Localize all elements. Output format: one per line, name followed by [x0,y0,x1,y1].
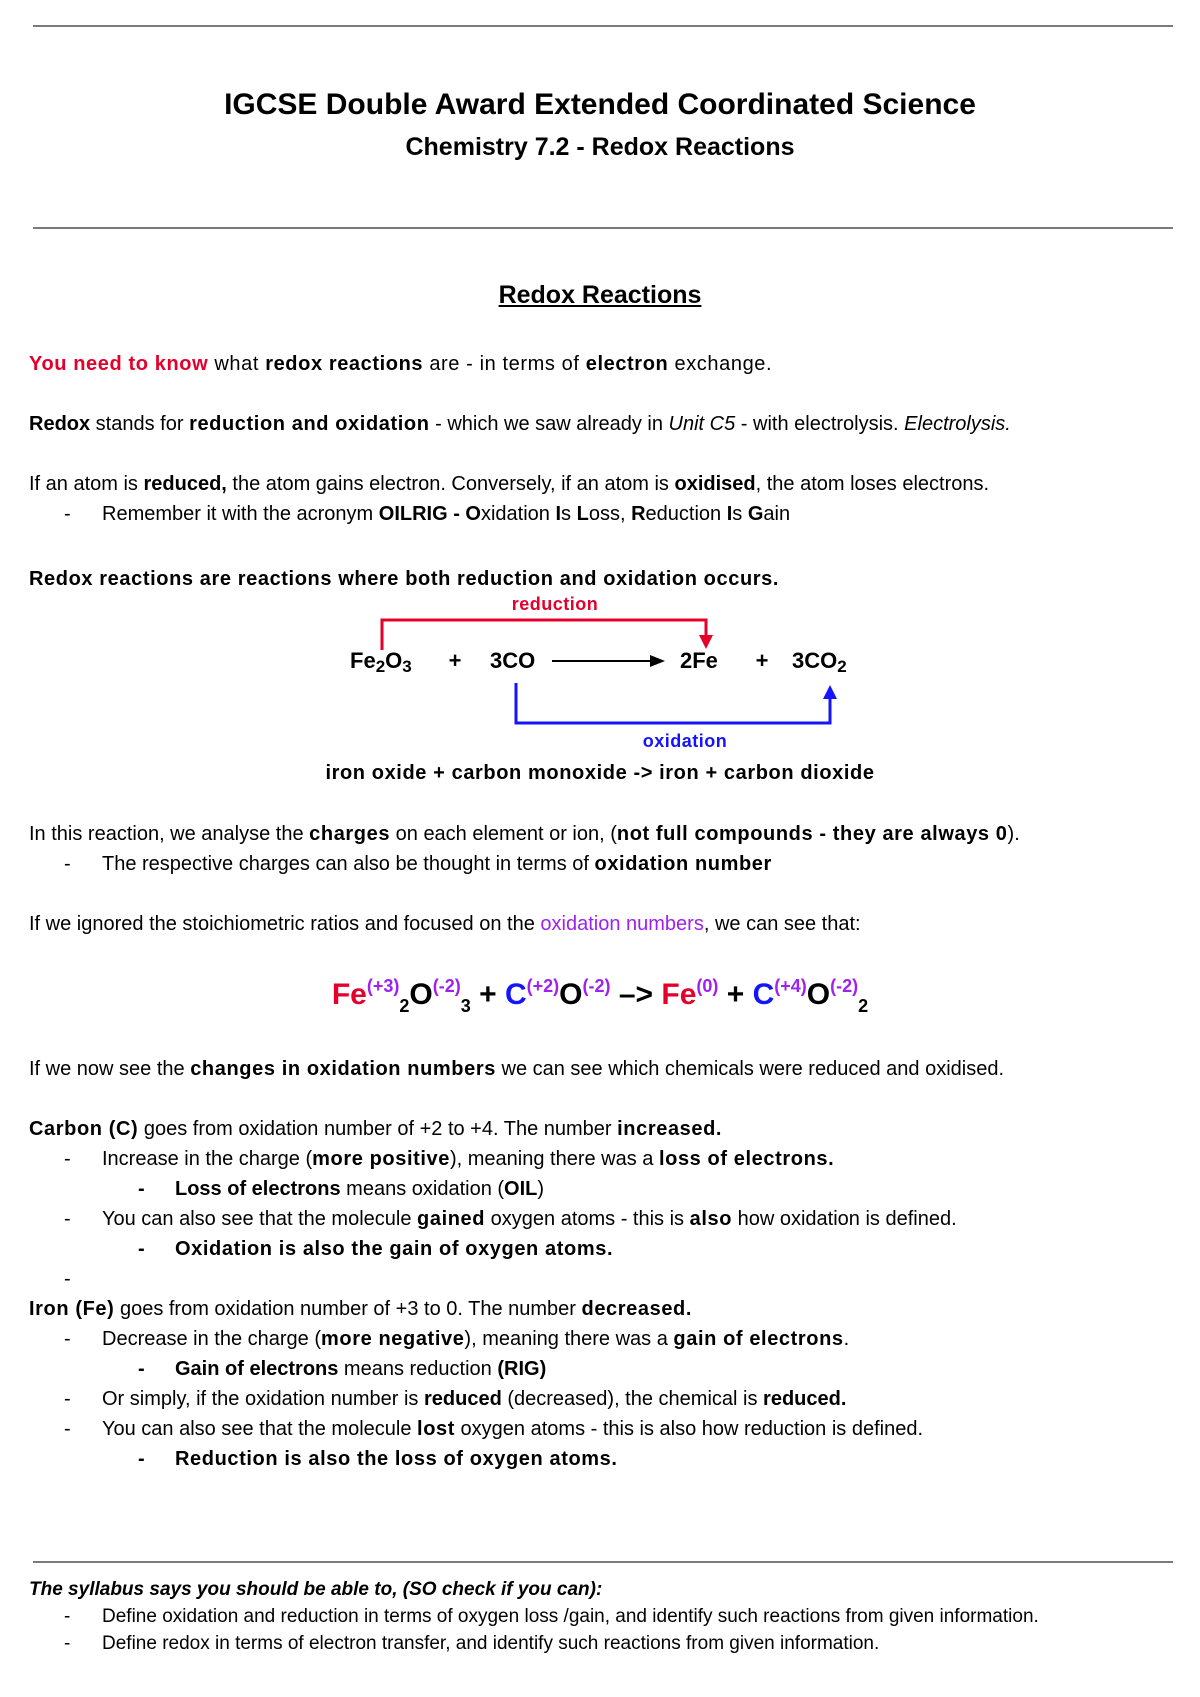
text-bold: Reduction is also the loss of oxygen atoms. [175,1448,618,1470]
text: what [208,353,266,375]
eq-arrow: –> [610,978,662,1011]
subbullet-gain-electrons [138,1357,546,1381]
paragraph-iron [29,1297,692,1321]
diagram-term-3co2: 3CO2 [792,648,847,676]
text-bold: reduced. [763,1388,847,1410]
section-title: Redox Reactions [498,281,702,309]
bullet-dash: - [138,1448,146,1470]
text: oxygen atoms - this is [485,1208,690,1230]
bullet-dash: - [138,1358,145,1380]
text: how oxidation is defined. [732,1208,957,1230]
bullet-dash: - [64,1388,71,1410]
diagram-plus-1: + [448,648,462,673]
text: - with electrolysis. [735,413,905,435]
diagram-term-3co: 3CO [490,648,536,673]
oxidation-arrowhead [823,685,837,699]
text-italic: Unit C5 [668,413,736,435]
text: s [561,503,577,525]
eq-c: C [752,978,775,1011]
bullet-dash: - [64,503,71,525]
paragraph-charges [29,822,1020,846]
eq-plus: + [718,978,753,1011]
eq-o: O [559,978,583,1011]
text: Define oxidation and reduction in terms of oxygen loss /gain, and identify such reactions from given information. [102,1606,1039,1627]
text-bold: loss of electrons. [658,1148,835,1170]
text-bold-italic: The syllabus says you should be able to, (SO check if you can): [29,1579,603,1600]
subbullet-loss-electrons [138,1177,544,1201]
eq-fe: Fe [331,978,367,1011]
text: (decreased), the chemical is [501,1388,764,1410]
diagram-plus-2: + [755,648,769,673]
text: goes from oxidation number of +3 to 0. The number [114,1298,582,1320]
bullet-iron-lost-oxygen [64,1417,923,1441]
bullet-dash: - [64,1208,71,1230]
text-bold: increased. [617,1118,723,1140]
text: exchange. [668,353,773,375]
text-bold: charges [309,823,391,845]
eq-subscript: 2 [399,996,410,1016]
text: xidation [480,503,556,525]
paragraph-need-to-know [29,352,772,376]
text: In this reaction, we analyse the [29,823,310,845]
text-bold: gain of electrons [673,1328,844,1350]
bullet-dash: - [138,1178,145,1200]
text: You can also see that the molecule [102,1418,418,1440]
eq-oxnum: (-2) [432,976,461,996]
text-bold: L [576,503,589,525]
header-divider [33,227,1173,229]
bullet-dash: - [64,1268,71,1290]
page-subtitle: Chemistry 7.2 - Redox Reactions [405,133,795,161]
eq-c: C [504,978,527,1011]
subbullet-oxidation-gain-oxygen [138,1237,613,1261]
text-bold: OIL [504,1178,538,1200]
paragraph-reduced-oxidised [29,472,989,496]
text: oxygen atoms - this is also how reduction is defined. [455,1418,924,1440]
text: Decrease in the charge ( [102,1328,322,1350]
reduction-label: reduction [511,594,599,614]
text-bold: redox reactions [265,353,424,375]
text: . [843,1328,850,1350]
diagram-caption: iron oxide + carbon monoxide -> iron + carbon dioxide [325,762,875,784]
text-bold: more positive [312,1148,450,1170]
text-bold: R [631,503,646,525]
text-bold: I [726,503,733,525]
bullet-dash: - [138,1238,146,1260]
syllabus-heading [29,1578,602,1602]
text-bold: reduced, [143,473,227,495]
text: Increase in the charge ( [102,1148,313,1170]
text: ), meaning there was a [464,1328,674,1350]
diagram-term-2fe: 2Fe [680,648,718,673]
text-bold: gained [417,1208,486,1230]
text: are - in terms of [423,353,586,375]
text-bold: also [689,1208,733,1230]
bullet-dash: - [64,853,71,875]
text-red: You need to know [29,353,209,375]
text-italic: Electrolysis. [904,413,1011,435]
text-bold: lost [417,1418,455,1440]
eq-plus: + [470,978,505,1011]
text: Or simply, if the oxidation number is [102,1388,424,1410]
text: , we can see that: [703,913,861,935]
text-bold: Redox reactions are reactions where both reduction and oxidation occurs. [29,568,780,590]
eq-subscript: 3 [460,996,471,1016]
text: If an atom is [29,473,144,495]
text: ). [1007,823,1020,845]
bullet-dash: - [64,1148,71,1170]
text-bold: Loss of electrons [175,1178,341,1200]
text-bold: OILRIG - O [378,503,481,525]
text-bold: electron [585,353,669,375]
text: oss, [588,503,632,525]
eq-oxnum: (+3) [366,976,400,996]
text-bold: Redox [29,413,91,435]
paragraph-stoichiometric [29,912,861,936]
text-bold: (RIG) [497,1358,547,1380]
eq-o: O [409,978,433,1011]
text: , the atom loses electrons. [755,473,990,495]
bullet-carbon-gained-oxygen [64,1207,957,1231]
eq-o: O [806,978,831,1011]
eq-oxnum: (+4) [774,976,807,996]
oxidation-label: oxidation [642,731,728,751]
text: You can also see that the molecule [102,1208,418,1230]
text: ) [537,1178,545,1200]
text-bold: oxidation number [594,853,772,875]
bullet-oxidation-number [64,852,772,876]
text: stands for [90,413,190,435]
redox-reaction-diagram [0,585,1200,760]
top-divider [33,25,1173,27]
oxidation-number-equation [0,976,1200,1017]
syllabus-item [64,1605,1039,1629]
diagram-reaction-arrowhead [650,655,665,667]
text: If we ignored the stoichiometric ratios and focused on the [29,913,541,935]
text: ain [763,503,791,525]
oxidation-bracket [516,683,830,723]
text: on each element or ion, ( [390,823,617,845]
text-bold: G [747,503,764,525]
text: means oxidation ( [340,1178,505,1200]
text: goes from oxidation number of +2 to +4. The number [138,1118,618,1140]
text-bold: Carbon (C) [29,1118,139,1140]
eq-fe: Fe [661,978,697,1011]
text-bold: more negative [321,1328,465,1350]
bullet-dash: - [64,1606,71,1627]
reduction-arrowhead [699,635,713,649]
text: If we now see the [29,1058,191,1080]
paragraph-changes [29,1057,1004,1081]
text: means reduction [338,1358,498,1380]
eq-subscript: 2 [858,996,869,1016]
text-bold: I [555,503,562,525]
text: Define redox in terms of electron transfer, and identify such reactions from given information. [102,1633,880,1654]
bullet-dash: - [64,1328,71,1350]
eq-oxnum: (0) [696,976,719,996]
subbullet-reduction-loss-oxygen [138,1447,618,1471]
page-title: IGCSE Double Award Extended Coordinated Science [224,88,976,121]
syllabus-divider [33,1561,1173,1563]
bullet-iron-decrease [64,1327,849,1351]
bullet-iron-reduced [64,1387,846,1411]
bullet-dash: - [64,1418,71,1440]
diagram-term-fe2o3: Fe2O3 [350,648,412,676]
text-bold: changes in oxidation numbers [190,1058,496,1080]
text: Remember it with the acronym [102,503,379,525]
text: we can see which chemicals were reduced and oxidised. [495,1058,1004,1080]
eq-oxnum: (-2) [830,976,859,996]
text-purple: oxidation numbers [540,913,704,935]
text: - which we saw already in [429,413,669,435]
bullet-empty [64,1267,102,1291]
paragraph-carbon [29,1117,722,1141]
text: the atom gains electron. Conversely, if an atom is [226,473,675,495]
reduction-bracket [382,620,706,650]
text-bold: reduction and oxidation [189,413,430,435]
text: The respective charges can also be thought in terms of [102,853,595,875]
bullet-oilrig [64,502,790,526]
text: ), meaning there was a [449,1148,659,1170]
paragraph-redox-definition [29,412,1011,436]
text-bold: Gain of electrons [175,1358,339,1380]
text-bold: Oxidation is also the gain of oxygen atoms. [175,1238,614,1260]
eq-oxnum: (-2) [582,976,611,996]
text-bold: Iron (Fe) [29,1298,115,1320]
text-bold: decreased. [581,1298,693,1320]
text: s [732,503,748,525]
syllabus-item [64,1632,879,1656]
text-bold: not full compounds - they are always 0 [616,823,1008,845]
bullet-dash: - [64,1633,71,1654]
text: eduction [645,503,727,525]
bullet-carbon-increase [64,1147,834,1171]
eq-oxnum: (+2) [526,976,560,996]
text-bold: oxidised [674,473,756,495]
text-bold: reduced [423,1388,502,1410]
